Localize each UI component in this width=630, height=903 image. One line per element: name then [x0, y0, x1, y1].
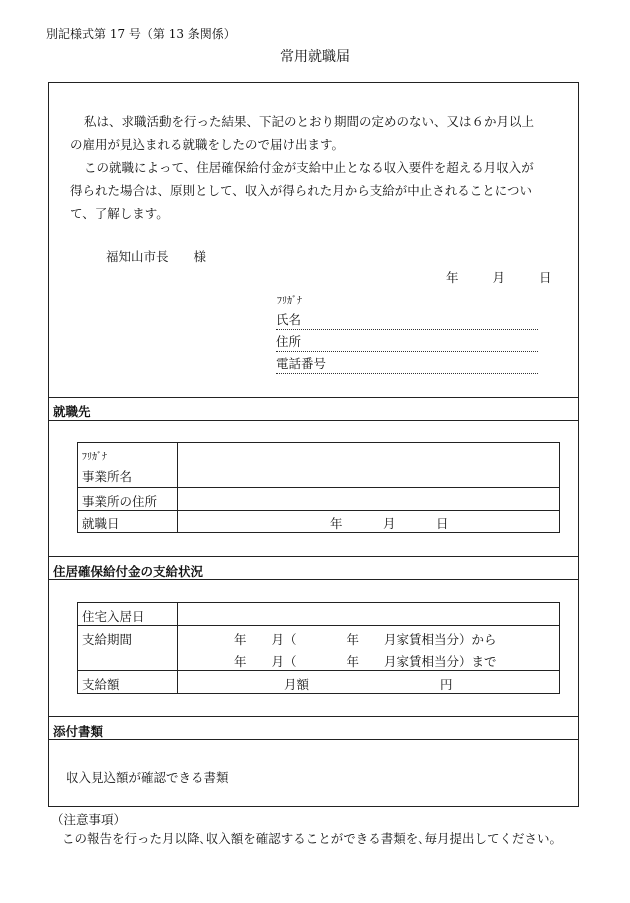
benefit-heading: 住居確保給付金の支給状況 — [53, 564, 204, 579]
name-field[interactable] — [276, 311, 538, 330]
office-address-label: 事業所の住所 — [78, 488, 178, 511]
address-field[interactable] — [276, 333, 538, 352]
declaration-paragraph-2 — [70, 156, 560, 225]
attachment-item: 収入見込額が確認できる書類 — [66, 770, 229, 785]
name-label: 氏名 — [276, 312, 302, 327]
employment-heading: 就職先 — [53, 404, 91, 419]
declaration-line: 私は、求職活動を行った結果、下記のとおり期間の定めのない、又は６か月以上 — [84, 114, 535, 129]
section-divider — [48, 556, 579, 557]
yen-label: 円 — [440, 677, 453, 692]
payment-period-label: 支給期間 — [78, 626, 178, 671]
section-divider — [48, 716, 579, 717]
page-title: 常用就職届 — [280, 49, 350, 65]
applicant-furigana-label: ﾌﾘｶﾞﾅ — [277, 296, 302, 307]
payment-amount-input[interactable] — [178, 671, 560, 694]
table-row — [78, 443, 560, 488]
table-row — [78, 511, 560, 533]
employment-furigana-label: ﾌﾘｶﾞﾅ — [82, 452, 107, 463]
declaration-line: この就職によって、住居確保給付金が支給中止となる収入要件を超える月収入が — [84, 160, 534, 175]
declaration-line: 得られた場合は、原則として、収入が得られた月から支給が中止されることについ — [70, 183, 533, 198]
section-divider — [48, 739, 579, 740]
phone-field[interactable] — [276, 355, 538, 374]
start-day-label: 日 — [436, 516, 449, 531]
table-row — [78, 603, 560, 626]
declaration-paragraph-1 — [70, 110, 560, 156]
start-month-label: 月 — [383, 516, 396, 531]
section-divider — [48, 397, 579, 398]
payment-amount-label: 支給額 — [78, 671, 178, 694]
address-label: 住所 — [276, 334, 302, 349]
move-in-date-input[interactable] — [178, 603, 560, 626]
employment-table — [77, 442, 560, 533]
benefit-table — [77, 602, 560, 694]
declaration-line: の雇用が見込まれる就職をしたので届け出ます。 — [70, 137, 345, 152]
submission-date[interactable] — [446, 268, 552, 286]
table-row — [78, 488, 560, 511]
form-number: 別記様式第 17 号（第 13 条関係） — [46, 27, 236, 41]
move-in-date-label: 住宅入居日 — [78, 603, 178, 626]
table-row — [78, 671, 560, 694]
attachments-heading: 添付書類 — [53, 724, 104, 739]
office-name-input[interactable] — [178, 443, 560, 488]
notes-body: この報告を行った月以降､収入額を確認することができる書類を､毎月提出してください。 — [62, 831, 563, 846]
office-name-label-cell — [78, 443, 178, 488]
period-to-line: 年 月（ 年 月家賃相当分）まで — [234, 654, 497, 669]
payment-period-input[interactable] — [178, 626, 560, 671]
table-row — [78, 626, 560, 671]
section-divider — [48, 579, 579, 580]
year-label: 年 — [446, 270, 459, 285]
start-date-input[interactable] — [178, 511, 560, 533]
start-year-label: 年 — [330, 516, 343, 531]
start-date-label: 就職日 — [78, 511, 178, 533]
period-from-line: 年 月（ 年 月家賃相当分）から — [234, 632, 497, 647]
phone-label: 電話番号 — [276, 356, 327, 371]
month-label: 月 — [492, 270, 506, 285]
office-address-input[interactable] — [178, 488, 560, 511]
declaration-line: て、了解します。 — [70, 206, 169, 221]
day-label: 日 — [539, 270, 552, 285]
office-name-label: 事業所名 — [82, 469, 133, 484]
addressee: 福知山市長 様 — [106, 249, 207, 264]
notes-heading: （注意事項） — [51, 812, 127, 827]
section-divider — [48, 420, 579, 421]
monthly-label: 月額 — [284, 677, 310, 692]
